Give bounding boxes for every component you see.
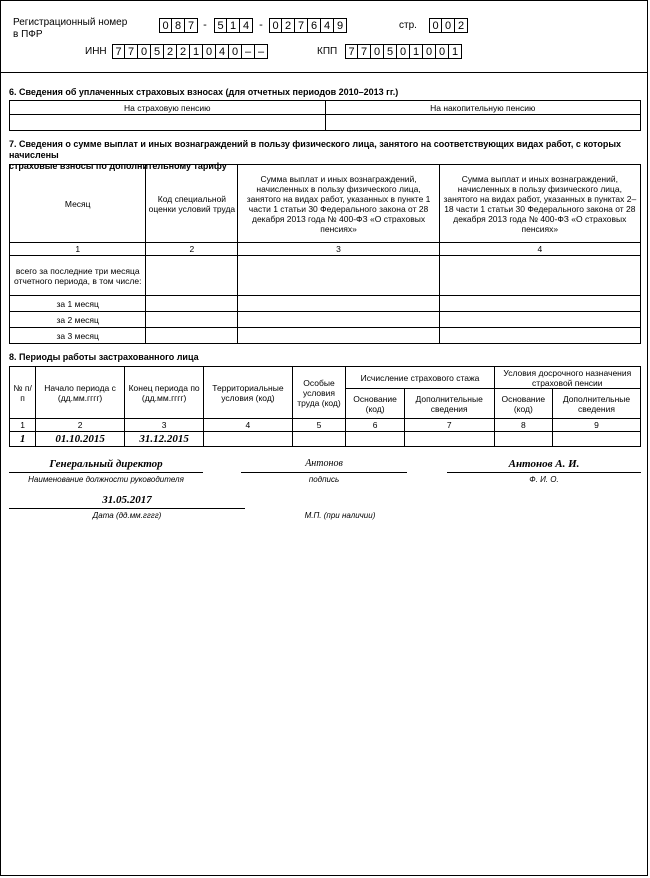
header-divider (1, 72, 647, 73)
page-number (429, 18, 468, 33)
inn-digits-cell: 0 (203, 44, 216, 59)
section8-num-9: 9 (552, 419, 640, 432)
section7-num-2: 2 (146, 243, 238, 256)
fio-line (447, 472, 641, 473)
fio-caption: Ф. И. О. (529, 475, 559, 484)
reg-number-part3-cell: 6 (308, 18, 321, 33)
inn-digits-cell: 0 (138, 44, 151, 59)
section6-insurance-value (10, 115, 326, 131)
reg-number-part2-cell: 5 (214, 18, 227, 33)
section7-row-total: всего за последние три месяца отчетного периода, в том числе: (10, 256, 146, 296)
section7-row-month3: за 3 месяц (10, 328, 146, 344)
kpp-digits-cell: 0 (436, 44, 449, 59)
section8-num-3: 3 (124, 419, 203, 432)
reg-number-part3 (269, 18, 347, 33)
section8-h-num: № п/п (10, 367, 36, 419)
reg-number-part3-cell: 2 (282, 18, 295, 33)
kpp-digits-cell: 5 (384, 44, 397, 59)
section8-num-1: 1 (10, 419, 36, 432)
section8-h-early: Условия досрочного назначения страховой пенсии (494, 367, 640, 389)
reg-number-part3-cell: 7 (295, 18, 308, 33)
section7-num-3: 3 (238, 243, 439, 256)
position-line (9, 472, 203, 473)
reg-number-part3-cell: 4 (321, 18, 334, 33)
section8-h-special: Особые условия труда (код) (292, 367, 346, 419)
inn-digits (112, 44, 268, 59)
section7-num-4: 4 (439, 243, 640, 256)
section8-h-start: Начало периода с (дд.мм.гггг) (36, 367, 125, 419)
director-position: Генеральный директор (49, 458, 163, 470)
page-number-cell: 0 (429, 18, 442, 33)
reg-separator-1: - (203, 19, 207, 31)
stamp-caption: М.П. (при наличии) (304, 511, 376, 520)
inn-digits-cell: 7 (112, 44, 125, 59)
section7-h-code: Код специальной оценки условий труда (146, 165, 238, 243)
reg-number-part1-cell: 7 (185, 18, 198, 33)
inn-digits-cell: – (255, 44, 268, 59)
section8-num-8: 8 (494, 419, 552, 432)
reg-number-part1-cell: 0 (159, 18, 172, 33)
table-row (10, 432, 641, 447)
section6-title: 6. Сведения об уплаченных страховых взносах (для отчетных периодов 2010–2013 гг.) (9, 87, 399, 97)
section6-col-funded: На накопительную пенсию (325, 101, 641, 115)
fio: Антонов А. И. (508, 458, 580, 470)
reg-number-part2-cell: 4 (240, 18, 253, 33)
signature: Антонов (305, 458, 343, 469)
section8-num-2: 2 (36, 419, 125, 432)
reg-number-part2 (214, 18, 253, 33)
section8-num-5: 5 (292, 419, 346, 432)
reg-number-label: Регистрационный номер в ПФР (13, 17, 128, 40)
section7-h-sum2: Сумма выплат и иных вознаграждений, начисленных в пользу физического лица, занятого на видах работ, указанных в пунктах 2–18 части 1 статьи 30 Федерального закона от 28 декабря 2013 года № 400-ФЗ «О страховых пенсиях» (439, 165, 640, 243)
inn-digits-cell: 1 (190, 44, 203, 59)
reg-number-part1 (159, 18, 198, 33)
section8-h-early-extra: Дополнительные сведения (552, 389, 640, 419)
section8-h-end: Конец периода по (дд.мм.гггг) (124, 367, 203, 419)
section8-table (9, 366, 641, 447)
kpp-digits-cell: 1 (410, 44, 423, 59)
section8-h-calc: Исчисление страхового стажа (346, 367, 494, 389)
reg-separator-2: - (259, 19, 263, 31)
section8-title: 8. Периоды работы застрахованного лица (9, 352, 199, 362)
period-number: 1 (10, 432, 36, 447)
period-end: 31.12.2015 (124, 432, 203, 447)
inn-digits-cell: 4 (216, 44, 229, 59)
inn-digits-cell: 2 (177, 44, 190, 59)
inn-digits-cell: 7 (125, 44, 138, 59)
reg-number-part2-cell: 1 (227, 18, 240, 33)
section7-h-sum1: Сумма выплат и иных вознаграждений, начисленных в пользу физического лица, занятого на видах работ, указанных в пункте 1 части 1 статьи 30 Федерального закона от 28 декабря 2013 года № 400-ФЗ «О страховых пенсиях» (238, 165, 439, 243)
section6-table (9, 100, 641, 131)
date-line (9, 508, 245, 509)
report-date: 31.05.2017 (102, 494, 152, 506)
page-number-cell: 2 (455, 18, 468, 33)
section6-col-insurance: На страховую пенсию (10, 101, 326, 115)
reg-number-part1-cell: 8 (172, 18, 185, 33)
section7-row-month2: за 2 месяц (10, 312, 146, 328)
page-label: стр. (399, 20, 417, 31)
kpp-digits-cell: 7 (358, 44, 371, 59)
reg-number-part3-cell: 0 (269, 18, 282, 33)
section8-num-4: 4 (204, 419, 292, 432)
reg-number-part3-cell: 9 (334, 18, 347, 33)
inn-digits-cell: 2 (164, 44, 177, 59)
position-caption: Наименование должности руководителя (28, 475, 184, 484)
section7-table (9, 164, 641, 344)
section8-h-terr: Территориальные условия (код) (204, 367, 292, 419)
signature-line (241, 472, 407, 473)
signature-caption: подпись (308, 475, 340, 484)
section7-num-1: 1 (10, 243, 146, 256)
section8-h-early-basis: Основание (код) (494, 389, 552, 419)
section8-num-7: 7 (404, 419, 494, 432)
inn-label: ИНН (85, 46, 107, 57)
section8-num-6: 6 (346, 419, 404, 432)
kpp-digits-cell: 0 (371, 44, 384, 59)
page-number-cell: 0 (442, 18, 455, 33)
inn-digits-cell: 0 (229, 44, 242, 59)
section8-h-calc-basis: Основание (код) (346, 389, 404, 419)
section6-funded-value (325, 115, 641, 131)
kpp-digits-cell: 1 (449, 44, 462, 59)
date-caption: Дата (дд.мм.гггг) (92, 511, 162, 520)
inn-digits-cell: 5 (151, 44, 164, 59)
kpp-digits-cell: 0 (397, 44, 410, 59)
section7-h-month: Месяц (10, 165, 146, 243)
kpp-digits (345, 44, 462, 59)
kpp-digits-cell: 0 (423, 44, 436, 59)
section7-row-month1: за 1 месяц (10, 296, 146, 312)
kpp-digits-cell: 7 (345, 44, 358, 59)
kpp-label: КПП (317, 46, 338, 57)
section8-h-calc-extra: Дополнительные сведения (404, 389, 494, 419)
section7-title: 7. Сведения о сумме выплат и иных вознаграждений в пользу физического лица, занятого на соответствующих видах работ, с которых начислены страховые взносы по дополнительному тарифу (9, 139, 622, 171)
inn-digits-cell: – (242, 44, 255, 59)
period-start: 01.10.2015 (36, 432, 125, 447)
